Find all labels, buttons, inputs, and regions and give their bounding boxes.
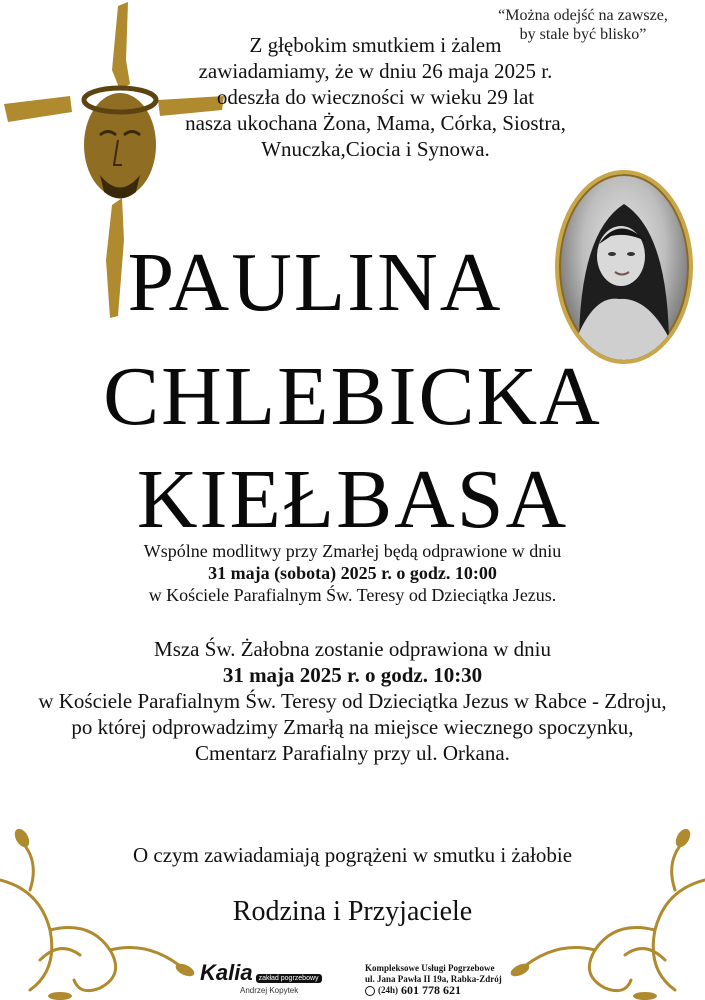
info-line: Kompleksowe Usługi Pogrzebowe	[365, 963, 495, 973]
portrait-icon	[559, 174, 689, 360]
prayers-date: 31 maja (sobota) 2025 r. o godz. 10:00	[208, 563, 497, 583]
family-signature: Rodzina i Przyjaciele	[232, 896, 473, 927]
funeral-mass-info	[0, 636, 705, 766]
intro-line: Wnuczka,Ciocia i Synowa.	[261, 137, 490, 161]
left-flourish-icon	[0, 820, 200, 1000]
quote-line: “Można odejść na zawsze,	[498, 7, 668, 24]
logo-badge: zakład pogrzebowy	[256, 974, 322, 983]
mass-date: 31 maja 2025 r. o godz. 10:30	[222, 663, 483, 687]
closing-line: O czym zawiadamiają pogrążeni w smutku i żałobie	[132, 843, 573, 867]
intro-line: Z głębokim smutkiem i żalem	[249, 33, 502, 57]
surname-secondary: KIEŁBASA	[136, 453, 569, 546]
mass-line: po której odprowadzimy Zmarłą na miejsce wiecznego spoczynku,	[71, 715, 634, 739]
phone-label: (24h)	[378, 985, 398, 995]
mass-line: Cmentarz Parafialny przy ul. Orkana.	[195, 741, 510, 765]
intro-line: odeszła do wieczności w wieku 29 lat	[216, 85, 535, 109]
prayers-line: Wspólne modlitwy przy Zmarłej będą odprawione w dniu	[143, 541, 562, 561]
phone-icon	[365, 986, 375, 996]
announcement-intro	[168, 32, 583, 162]
quote-line: by stale być blisko”	[519, 26, 647, 43]
phone-number: 601 778 621	[401, 983, 461, 997]
mass-line: Msza Św. Żałobna zostanie odprawiona w dniu	[154, 637, 551, 661]
cross-left-arm	[4, 96, 72, 122]
cross-vertical-beam	[112, 2, 130, 90]
funeral-home-logo	[200, 960, 350, 998]
mass-line: w Kościele Parafialnym Św. Teresy od Dzieciątka Jezus w Rabce - Zdroju,	[38, 689, 667, 713]
first-name: PAULINA	[127, 236, 503, 329]
intro-line: zawiadamiamy, że w dniu 26 maja 2025 r.	[198, 59, 553, 83]
info-line: ul. Jana Pawła II 19a, Rabka-Zdrój	[365, 974, 502, 984]
intro-line: nasza ukochana Żona, Mama, Córka, Siostra,	[185, 111, 566, 135]
prayers-line: w Kościele Parafialnym Św. Teresy od Dzieciątka Jezus.	[148, 585, 557, 605]
deceased-photo	[555, 170, 693, 364]
prayers-info	[0, 540, 705, 606]
logo-name: Kalia	[200, 960, 253, 985]
funeral-home-info	[365, 963, 535, 996]
surname-primary: CHLEBICKA	[103, 350, 602, 443]
right-flourish-icon	[505, 820, 705, 1000]
logo-owner: Andrzej Kopytek	[240, 986, 299, 995]
